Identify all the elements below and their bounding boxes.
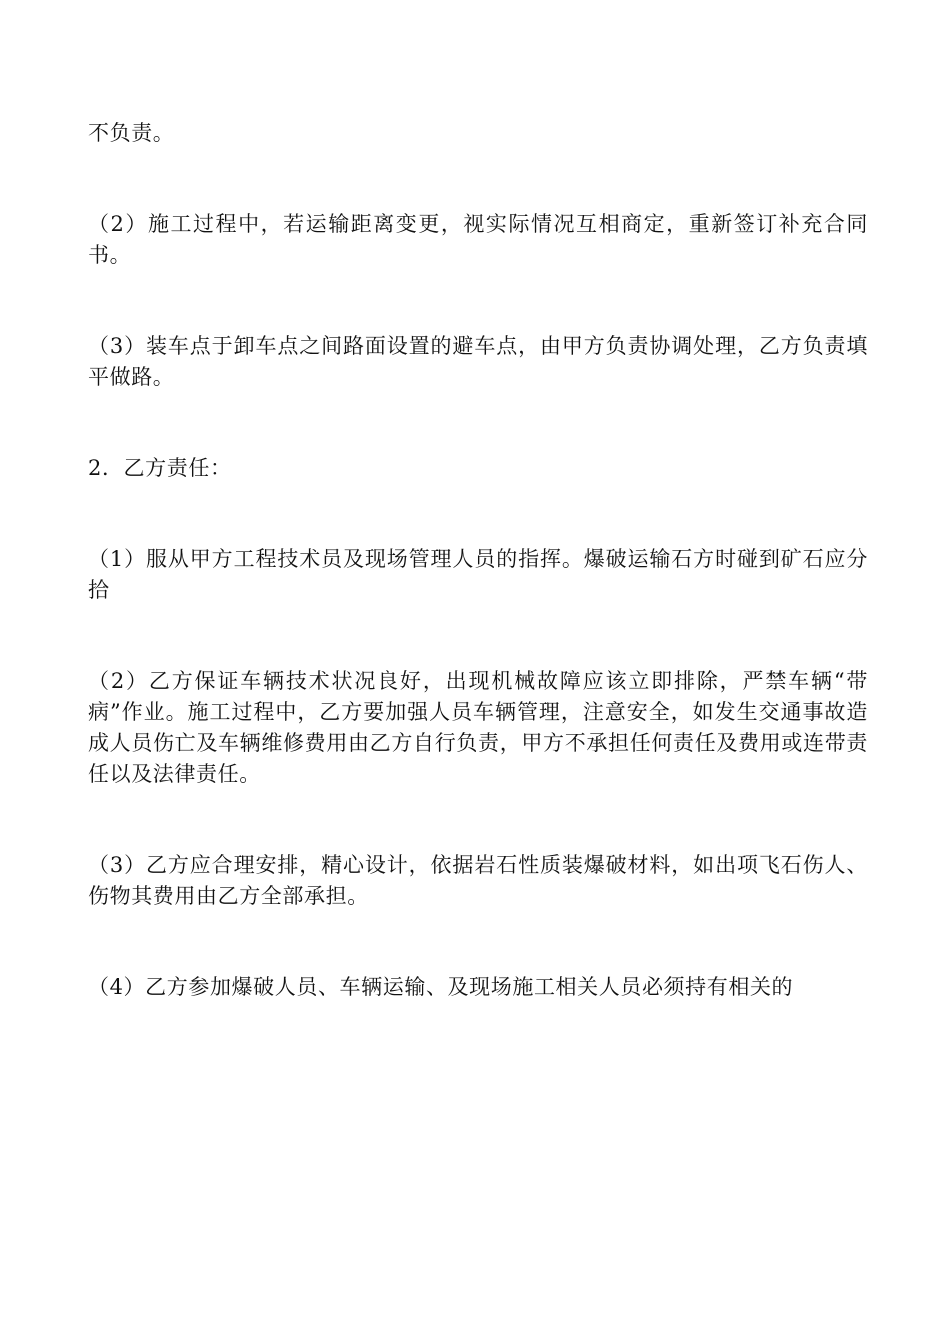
paragraph-clause-1-2: （2）施工过程中，若运输距离变更，视实际情况互相商定，重新签订补充合同书。 xyxy=(88,212,868,267)
paragraph-clause-2-1: （1）服从甲方工程技术员及现场管理人员的指挥。爆破运输石方时碰到矿石应分拾 xyxy=(88,547,868,602)
document-page xyxy=(88,118,868,1063)
paragraph-clause-2-2: （2）乙方保证车辆技术状况良好，出现机械故障应该立即排除，严禁车辆“带病”作业。施工过程中，乙方要加强人员车辆管理，注意安全，如发生交通事故造成人员伤亡及车辆维修费用由乙方自行负责，甲方不承担任何责任及费用或连带责任以及法律责任。 xyxy=(88,669,868,786)
paragraph-continuation: 不负责。 xyxy=(88,121,175,145)
paragraph-clause-2-3: （3）乙方应合理安排，精心设计，依据岩石性质装爆破材料，如出项飞石伤人、伤物其费用由乙方全部承担。 xyxy=(88,853,868,908)
section-heading-party-b: 2．乙方责任： xyxy=(88,456,232,480)
paragraph-clause-2-4: （4）乙方参加爆破人员、车辆运输、及现场施工相关人员必须持有相关的 xyxy=(88,975,794,999)
paragraph-clause-1-3: （3）装车点于卸车点之间路面设置的避车点，由甲方负责协调处理，乙方负责填平做路。 xyxy=(88,334,868,389)
